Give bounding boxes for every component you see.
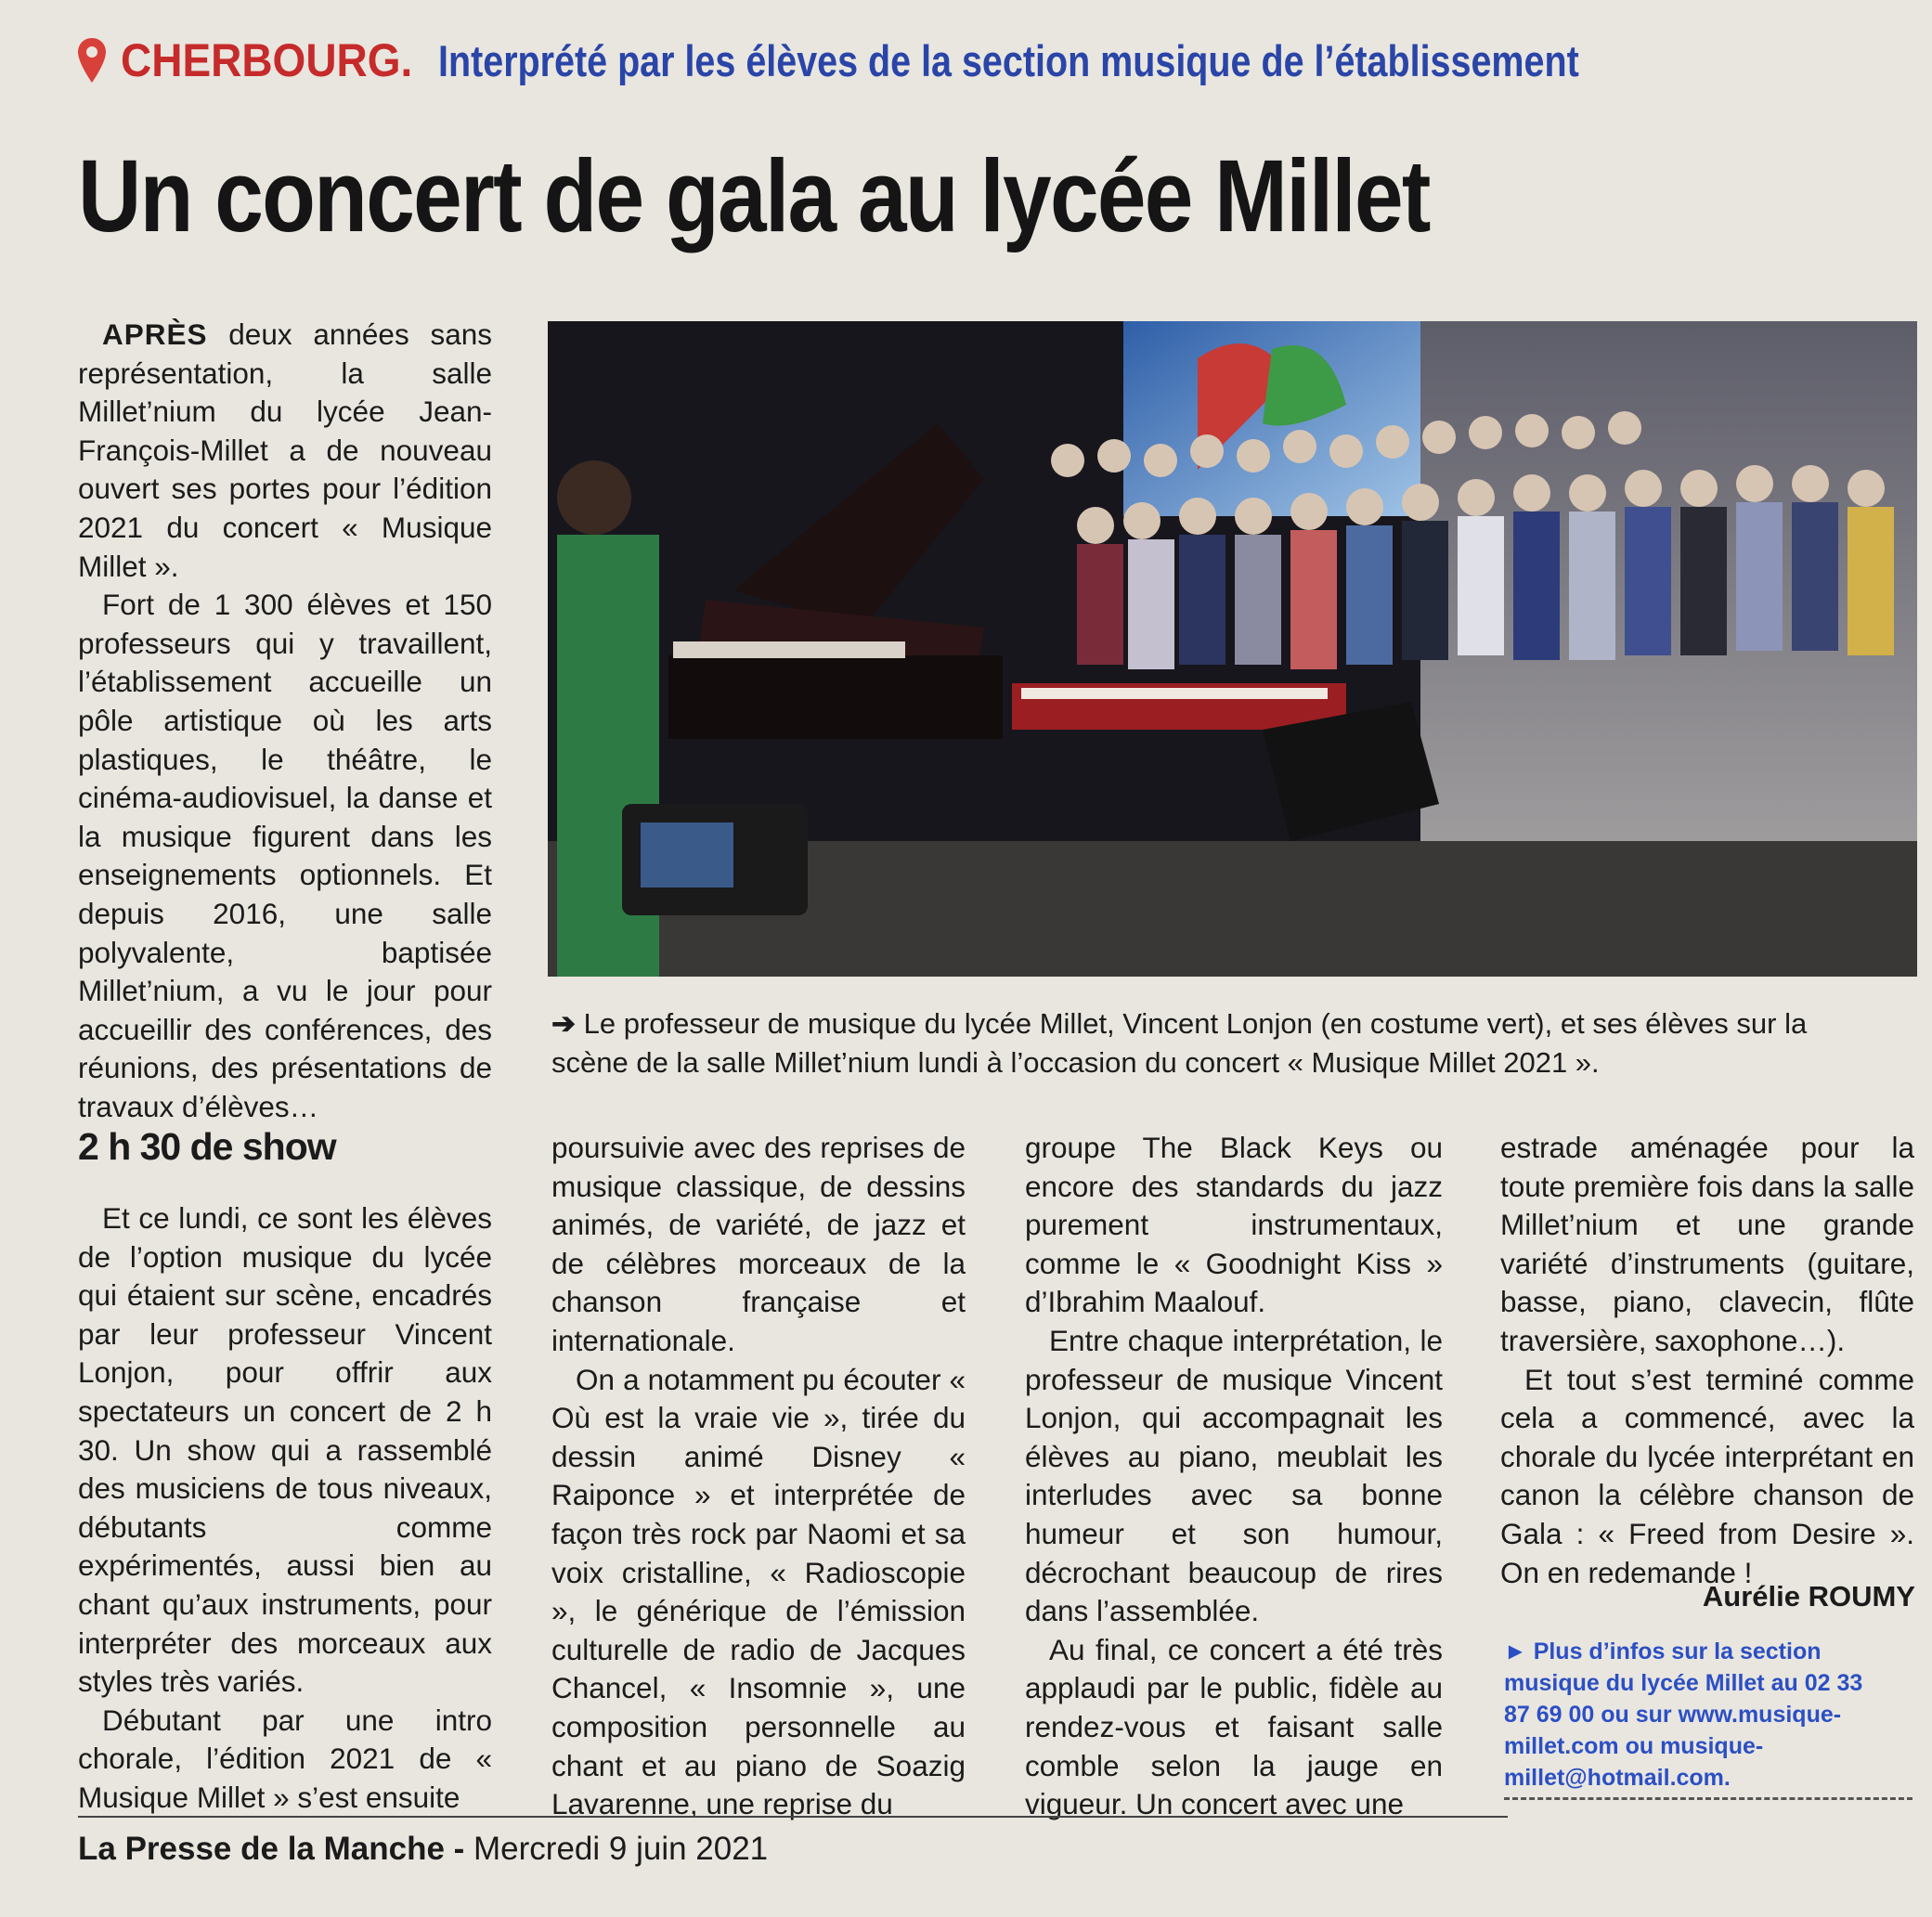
author-byline: Aurélie ROUMY <box>1702 1580 1915 1613</box>
caption-text: Le professeur de musique du lycée Millet, Vincent Lonjon (en costume vert), et ses élèves sur la scène de la salle Millet’nium lundi à l’occasion du concert « Musique Millet 2021 ». <box>551 1007 1808 1079</box>
footer-rule <box>78 1816 1508 1818</box>
column-1-lower <box>78 1199 492 1818</box>
article-headline: Un concert de gala au lycée Millet <box>78 139 1430 253</box>
paragraph: Et tout s’est terminé comme cela a commencé, avec la chorale du lycée interprétant en canon la célèbre chanson de Gala : « Freed from Desire ». On en redemande ! <box>1500 1362 1914 1589</box>
paragraph-intro <box>78 316 492 586</box>
info-box: ► Plus d’infos sur la section musique du lycée Millet au 02 33 87 69 00 ou sur www.musique-millet.com ou musique-millet@hotmail.com. <box>1504 1639 1863 1791</box>
photo-caption <box>551 1004 1888 1082</box>
column-3 <box>1025 1129 1443 1824</box>
column-2 <box>551 1129 966 1824</box>
paragraph: Au final, ce concert a été très applaudi par le public, fidèle au rendez-vous et faisant salle comble selon la jauge en vigueur. Un concert avec une <box>1025 1632 1443 1821</box>
paragraph: Et ce lundi, ce sont les élèves de l’option musique du lycée qui étaient sur scène, encadrés par leur professeur Vincent Lonjon, pour offrir aux spectateurs un concert de 2 h 30. Un show qui a rassemblé des musiciens de tous niveaux, débutants comme expérimentés, aussi bien au chant qu’aux instruments, pour interpréter des morceaux aux styles très variés. <box>78 1201 492 1699</box>
kicker <box>76 28 1796 93</box>
kicker-subtitle: Interprété par les élèves de la section musique de l’établissement <box>437 35 1579 85</box>
paragraph: estrade aménagée pour la toute première fois dans la salle Millet’nium et une grande variété d’instruments (guitare, basse, piano, clavecin, flûte traversière, saxophone…). <box>1500 1131 1914 1357</box>
paragraph: groupe The Black Keys ou encore des standards du jazz purement instrumentaux, comme le « Goodnight Kiss » d’Ibrahim Maalouf. <box>1025 1131 1443 1319</box>
publication-date: Mercredi 9 juin 2021 <box>473 1831 769 1867</box>
concert-photo <box>548 321 1917 977</box>
paragraph: Débutant par une intro chorale, l’édition 2021 de « Musique Millet » s’est ensuite <box>78 1703 492 1814</box>
subheading: 2 h 30 de show <box>78 1125 336 1168</box>
location-pin-icon <box>76 36 108 84</box>
column-4 <box>1500 1129 1914 1592</box>
paragraph: On a notamment pu écouter « Où est la vraie vie », tirée du dessin animé Disney « Raiponce » et interprétée de façon très rock par Naomi et sa voix cristalline, « Radioscopie », le générique de l’émission culturelle de radio de Jacques Chancel, « Insomnie », une composition personnelle au chant et au piano de Soazig Lavarenne, une reprise du <box>551 1362 966 1821</box>
arrow-icon: ➔ <box>551 1007 576 1040</box>
newspaper-name: La Presse de la Manche - <box>78 1831 465 1867</box>
paragraph: Entre chaque interprétation, le professeur de musique Vincent Lonjon, qui accompagnait les élèves au piano, meublait les interludes avec sa bonne humeur et son humour, décrochant beaucoup de rires dans l’assemblée. <box>1025 1323 1443 1628</box>
lead-word: APRÈS <box>102 317 208 351</box>
column-1-upper <box>78 316 492 1126</box>
dashed-divider <box>1504 1797 1913 1800</box>
paragraph: poursuivie avec des reprises de musique classique, de dessins animés, de variété, de jazz et de célèbres morceaux de la chanson française et internationale. <box>551 1131 966 1357</box>
page-footer <box>78 1831 768 1868</box>
paragraph: Fort de 1 300 élèves et 150 professeurs qui y travaillent, l’établissement accueille un pôle artistique où les arts plastiques, le théâtre, le cinéma-audiovisuel, la danse et la musique figurent dans les enseignements optionnels. Et depuis 2016, une salle polyvalente, baptisée Millet’nium, a vu le jour pour accueillir des conférences, des réunions, des présentations de travaux d’élèves… <box>78 588 492 1123</box>
concert-photo-illustration <box>548 321 1917 977</box>
kicker-city: CHERBOURG. <box>121 34 413 86</box>
intro-text: deux années sans représentation, la salle Millet’nium du lycée Jean-François-Millet a de nouveau ouvert ses portes pour l’édition 2021 du concert « Musique Millet ». <box>78 317 492 583</box>
